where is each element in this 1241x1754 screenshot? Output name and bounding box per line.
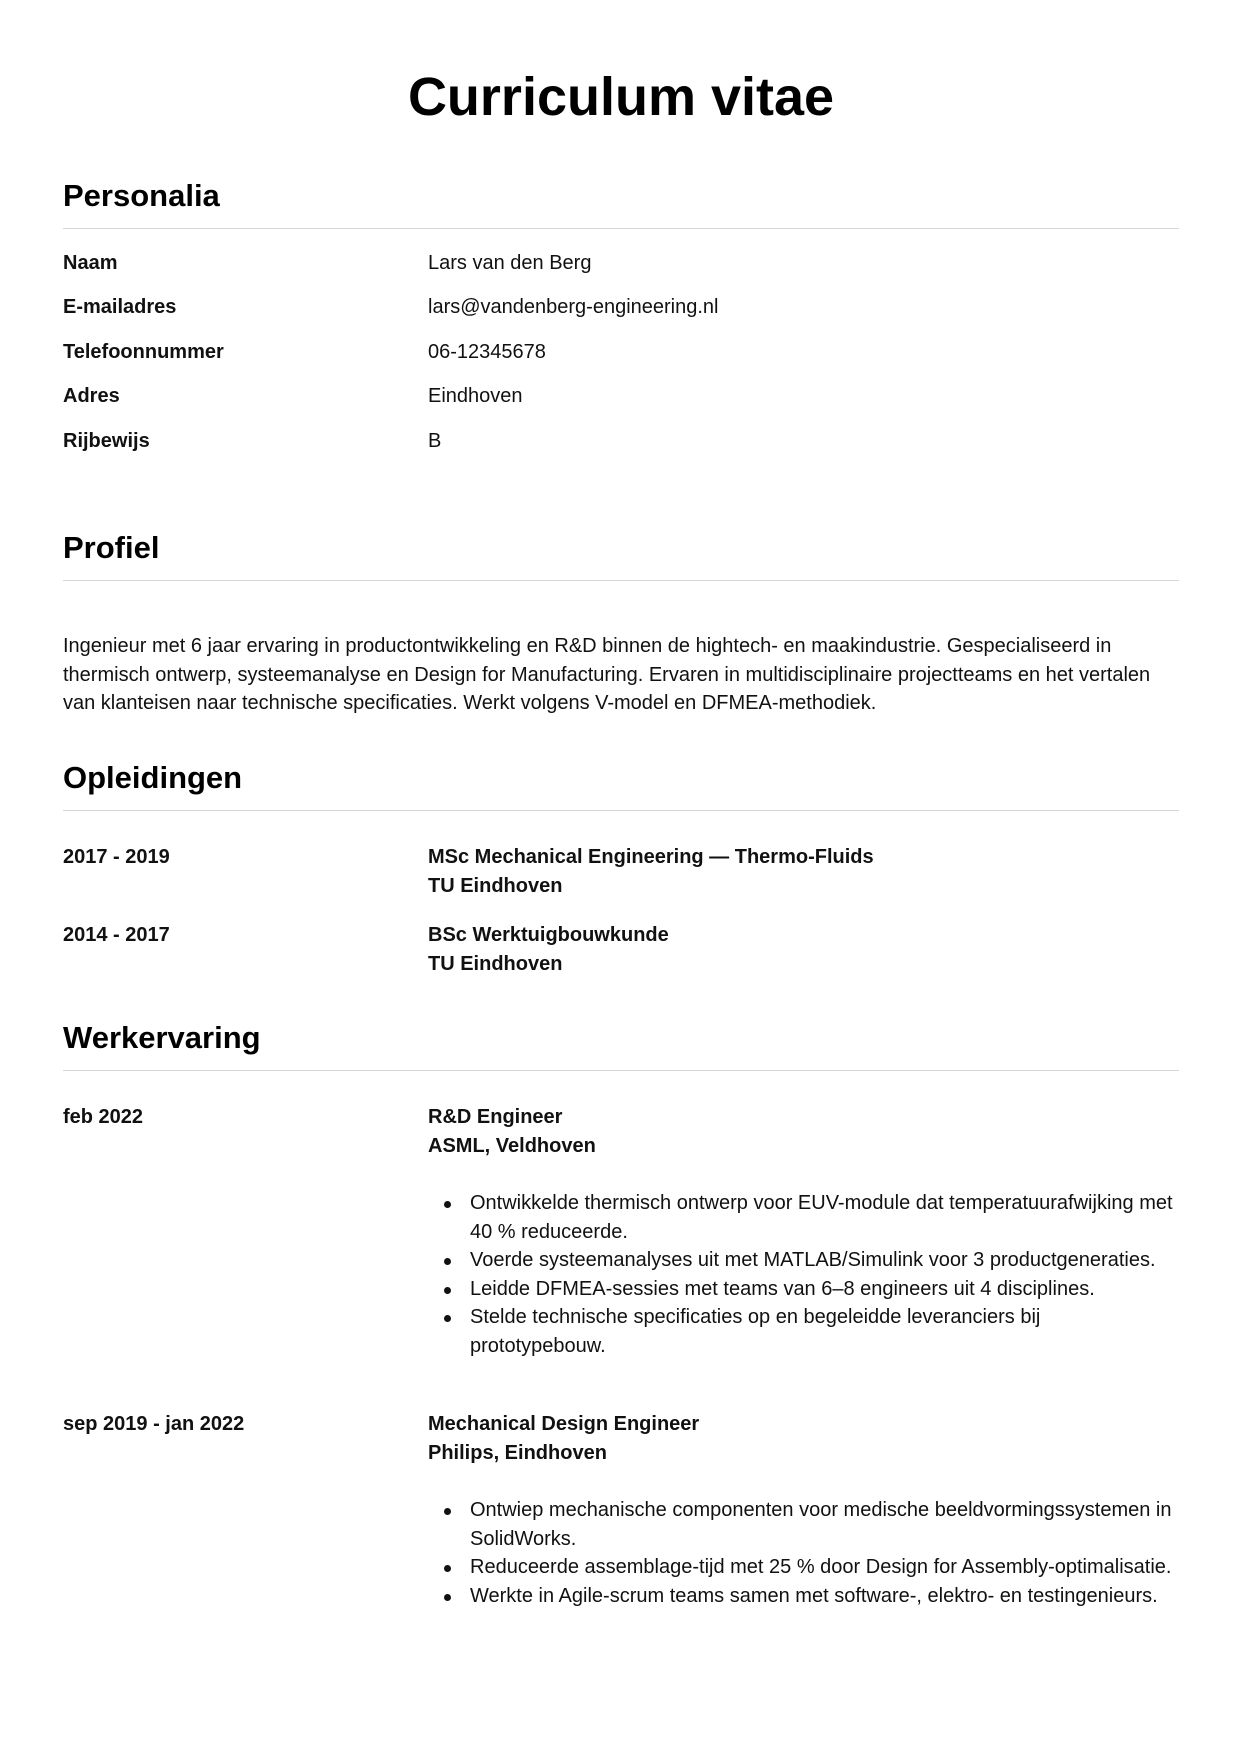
work-achievements — [428, 1496, 1179, 1610]
section-personalia — [63, 176, 1179, 229]
section-profiel — [63, 528, 1179, 581]
list-item: Ontwiep mechanische componenten voor medische beeldvormingssystemen in SolidWorks. — [428, 1496, 1179, 1553]
field-value: Lars van den Berg — [428, 252, 592, 274]
work-title: R&D Engineer — [428, 1106, 563, 1128]
education-institution: TU Eindhoven — [428, 874, 563, 897]
profile-text: Ingenieur met 6 jaar ervaring in productontwikkeling en R&D binnen de hightech- en maakindustrie. Gespecialiseerd in thermisch ontwerp, systeemanalyse en Design for Manufacturing. Ervaren in multidisciplinaire projectteams en het vertalen van klanteisen naar technische specificaties. Werkt volgens V-model en DFMEA-methodiek. — [63, 635, 1151, 714]
section-heading: Opleidingen — [63, 758, 1179, 811]
education-period: 2017 - 2019 — [63, 846, 170, 868]
field-label: Naam — [63, 252, 118, 274]
field-label: Adres — [63, 385, 120, 407]
section-heading: Personalia — [63, 176, 1179, 229]
work-company: ASML, Veldhoven — [428, 1134, 596, 1157]
list-item: Werkte in Agile-scrum teams samen met software-, elektro- en testingenieurs. — [428, 1582, 1179, 1611]
work-achievements — [428, 1189, 1179, 1360]
field-value: Eindhoven — [428, 385, 523, 407]
education-details — [428, 921, 1179, 978]
field-value: lars@vandenberg-engineering.nl — [428, 296, 719, 318]
field-label: Rijbewijs — [63, 430, 150, 452]
section-heading: Profiel — [63, 528, 1179, 581]
education-details — [428, 843, 1179, 900]
education-institution: TU Eindhoven — [428, 952, 563, 975]
education-title: BSc Werktuigbouwkunde — [428, 924, 669, 946]
list-item: Reduceerde assemblage-tijd met 25 % door Design for Assembly-optimalisatie. — [428, 1553, 1179, 1582]
list-item: Ontwikkelde thermisch ontwerp voor EUV-module dat temperatuurafwijking met 40 % reduceerde. — [428, 1189, 1179, 1246]
education-title: MSc Mechanical Engineering — Thermo-Fluids — [428, 846, 874, 868]
education-period: 2014 - 2017 — [63, 924, 170, 946]
field-value: B — [428, 430, 442, 452]
list-item: Stelde technische specificaties op en begeleidde leveranciers bij prototypebouw. — [428, 1303, 1179, 1360]
work-details — [428, 1410, 1179, 1610]
work-period: feb 2022 — [63, 1106, 144, 1128]
work-details — [428, 1103, 1179, 1360]
field-label: E-mailadres — [63, 296, 177, 318]
section-opleidingen — [63, 758, 1179, 811]
section-heading: Werkervaring — [63, 1018, 1179, 1071]
section-werkervaring — [63, 1018, 1179, 1071]
work-title: Mechanical Design Engineer — [428, 1413, 700, 1435]
document-title: Curriculum vitae — [407, 67, 835, 127]
field-value: 06-12345678 — [428, 341, 546, 363]
field-label: Telefoonnummer — [63, 341, 224, 363]
list-item: Voerde systeemanalyses uit met MATLAB/Simulink voor 3 productgeneraties. — [428, 1246, 1179, 1275]
list-item: Leidde DFMEA-sessies met teams van 6–8 engineers uit 4 disciplines. — [428, 1275, 1179, 1304]
work-company: Philips, Eindhoven — [428, 1441, 607, 1464]
work-period: sep 2019 - jan 2022 — [63, 1413, 245, 1435]
